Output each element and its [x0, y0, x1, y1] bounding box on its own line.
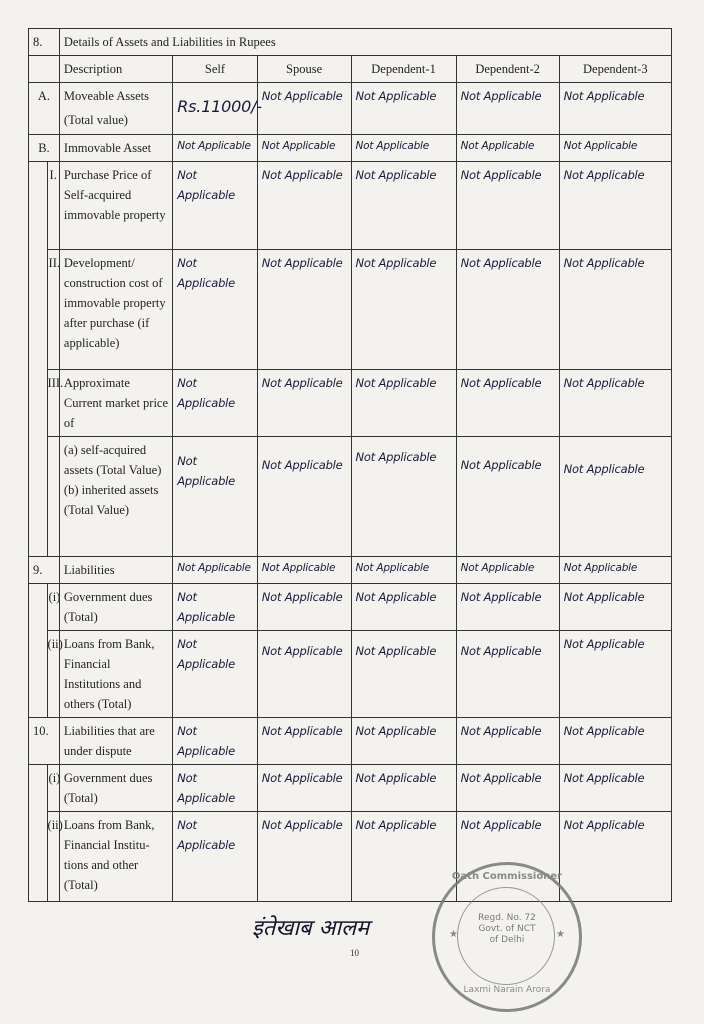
- cell-dependent-2: Not Applicable: [456, 718, 559, 765]
- table-row: [29, 812, 672, 902]
- section-title-row: [29, 29, 672, 56]
- table-row: [29, 584, 672, 631]
- cell-spouse: Not Applicable: [257, 584, 351, 631]
- row-subcode: (i): [47, 584, 59, 631]
- header-dependent-2: Dependent-2: [456, 56, 559, 83]
- row-description-line: Moveable Assets: [63, 89, 149, 103]
- cell-dependent-2: Not Applicable: [456, 370, 559, 437]
- cell-dependent-2: Not Applicable: [456, 83, 559, 135]
- cell-self: Not Applicable: [173, 718, 257, 765]
- header-dependent-1: Dependent-1: [351, 56, 456, 83]
- header-dependent-3: Dependent-3: [559, 56, 671, 83]
- cell-spouse: Not Applicable: [257, 765, 351, 812]
- cell-dependent-3: Not Applicable: [559, 437, 671, 557]
- cell-dependent-1: Not Applicable: [351, 718, 456, 765]
- cell-dependent-3: Not Applicable: [559, 812, 671, 902]
- row-subcode: (ii): [47, 631, 59, 718]
- cell-self: Not Applicable: [173, 631, 257, 718]
- cell-self: Not Applicable: [173, 162, 257, 250]
- table-row: [29, 135, 672, 162]
- cell-dependent-1: Not Applicable: [351, 812, 456, 902]
- seal-bottom-text: Laxmi Narain Arora: [463, 985, 551, 995]
- cell-spouse: Not Applicable: [257, 437, 351, 557]
- header-row: [29, 56, 672, 83]
- cell-self: Not Applicable: [173, 437, 257, 557]
- row-description: Approximate Current market price of: [59, 370, 172, 437]
- cell-dependent-1: Not Applicable: [351, 135, 456, 162]
- cell-dependent-2: Not Applicable: [456, 812, 559, 902]
- cell-dependent-1: Not Applicable: [351, 162, 456, 250]
- cell-dependent-2: Not Applicable: [456, 250, 559, 370]
- row-code: 9.: [29, 557, 60, 584]
- row-subcode: (ii): [47, 812, 59, 902]
- cell-dependent-3: Not Applicable: [559, 135, 671, 162]
- header-spouse: Spouse: [257, 56, 351, 83]
- cell-spouse: Not Applicable: [257, 718, 351, 765]
- cell-dependent-3: Not Applicable: [559, 765, 671, 812]
- row-description-a: (a) self-acquired assets (Total Value): [63, 443, 162, 477]
- row-description: Purchase Price of Self-acquired immovable property: [59, 162, 172, 250]
- cell-self: Rs.11000/-: [173, 83, 257, 135]
- cell-self: Not Applicable: [173, 250, 257, 370]
- cell-spouse: Not Applicable: [257, 557, 351, 584]
- cell-dependent-3: Not Applicable: [559, 631, 671, 718]
- cell-dependent-2: Not Applicable: [456, 631, 559, 718]
- cell-dependent-2: Not Applicable: [456, 584, 559, 631]
- row-description: Loans from Bank, Financial Institutions and others (Total): [59, 631, 172, 718]
- star-icon: ★: [556, 929, 565, 940]
- table-row: [29, 631, 672, 718]
- cell-dependent-2: Not Applicable: [456, 765, 559, 812]
- row-code: B.: [29, 135, 60, 162]
- row-description: Liabilities: [59, 557, 172, 584]
- cell-self: Not Applicable: [173, 135, 257, 162]
- row-subcode: II.: [47, 250, 59, 370]
- row-description-line: (Total value): [63, 113, 128, 127]
- cell-dependent-1: Not Applicable: [351, 370, 456, 437]
- cell-dependent-1: Not Applicable: [351, 584, 456, 631]
- row-subcode: (i): [47, 765, 59, 812]
- cell-self: Not Applicable: [173, 765, 257, 812]
- cell-dependent-3: Not Applicable: [559, 162, 671, 250]
- row-subcode: III.: [47, 370, 59, 437]
- cell-self: Not Applicable: [173, 557, 257, 584]
- row-code: 10.: [29, 718, 60, 765]
- cell-dependent-1: Not Applicable: [351, 557, 456, 584]
- row-description: Liabilities that are under dispute: [59, 718, 172, 765]
- cell-dependent-3: Not Applicable: [559, 584, 671, 631]
- row-description: Government dues (Total): [59, 765, 172, 812]
- cell-dependent-2: Not Applicable: [456, 135, 559, 162]
- cell-dependent-2: Not Applicable: [456, 162, 559, 250]
- star-icon: ★: [449, 929, 458, 940]
- cell-spouse: Not Applicable: [257, 135, 351, 162]
- signature: इंतेखाब आलम: [252, 916, 370, 941]
- cell-self: Not Applicable: [173, 812, 257, 902]
- page-number: 10: [350, 948, 359, 958]
- cell-spouse: Not Applicable: [257, 250, 351, 370]
- cell-dependent-1: Not Applicable: [351, 250, 456, 370]
- cell-spouse: Not Applicable: [257, 83, 351, 135]
- cell-self: Not Applicable: [173, 370, 257, 437]
- section-title: Details of Assets and Liabilities in Rupees: [59, 29, 671, 56]
- seal-center-text: Regd. No. 72 Govt. of NCT of Delhi: [478, 913, 536, 945]
- table-row: [29, 370, 672, 437]
- cell-dependent-3: Not Applicable: [559, 370, 671, 437]
- row-code: A.: [29, 83, 60, 135]
- table-row: [29, 765, 672, 812]
- cell-dependent-1: Not Applicable: [351, 83, 456, 135]
- row-description: Immovable Asset: [59, 135, 172, 162]
- cell-dependent-1: Not Applicable: [351, 765, 456, 812]
- cell-dependent-3: Not Applicable: [559, 557, 671, 584]
- row-subcode: I.: [47, 162, 59, 250]
- cell-spouse: Not Applicable: [257, 631, 351, 718]
- cell-spouse: Not Applicable: [257, 370, 351, 437]
- assets-liabilities-table: [28, 28, 672, 902]
- cell-dependent-1: Not Applicable: [351, 437, 456, 557]
- header-description: Description: [59, 56, 172, 83]
- cell-spouse: Not Applicable: [257, 162, 351, 250]
- seal-top-text: Oath Commissioner: [451, 871, 563, 882]
- cell-dependent-1: Not Applicable: [351, 631, 456, 718]
- table-row: [29, 162, 672, 250]
- table-row: [29, 250, 672, 370]
- table-row: [29, 437, 672, 557]
- header-self: Self: [173, 56, 257, 83]
- cell-dependent-3: Not Applicable: [559, 250, 671, 370]
- cell-dependent-3: Not Applicable: [559, 83, 671, 135]
- cell-dependent-2: Not Applicable: [456, 437, 559, 557]
- row-description: [59, 437, 172, 557]
- row-description: Development/ construction cost of immovable property after purchase (if applicable): [59, 250, 172, 370]
- cell-self: Not Applicable: [173, 584, 257, 631]
- section-number: 8.: [29, 29, 60, 56]
- table-row: [29, 718, 672, 765]
- table-row: [29, 83, 672, 135]
- cell-dependent-3: Not Applicable: [559, 718, 671, 765]
- row-description: Loans from Bank, Financial Institu- tions and other (Total): [59, 812, 172, 902]
- cell-spouse: Not Applicable: [257, 812, 351, 902]
- oath-commissioner-seal: [432, 862, 582, 1012]
- row-description-b: (b) inherited assets (Total Value): [63, 483, 159, 517]
- table-row: [29, 557, 672, 584]
- row-description: [59, 83, 172, 135]
- cell-dependent-2: Not Applicable: [456, 557, 559, 584]
- row-description: Government dues (Total): [59, 584, 172, 631]
